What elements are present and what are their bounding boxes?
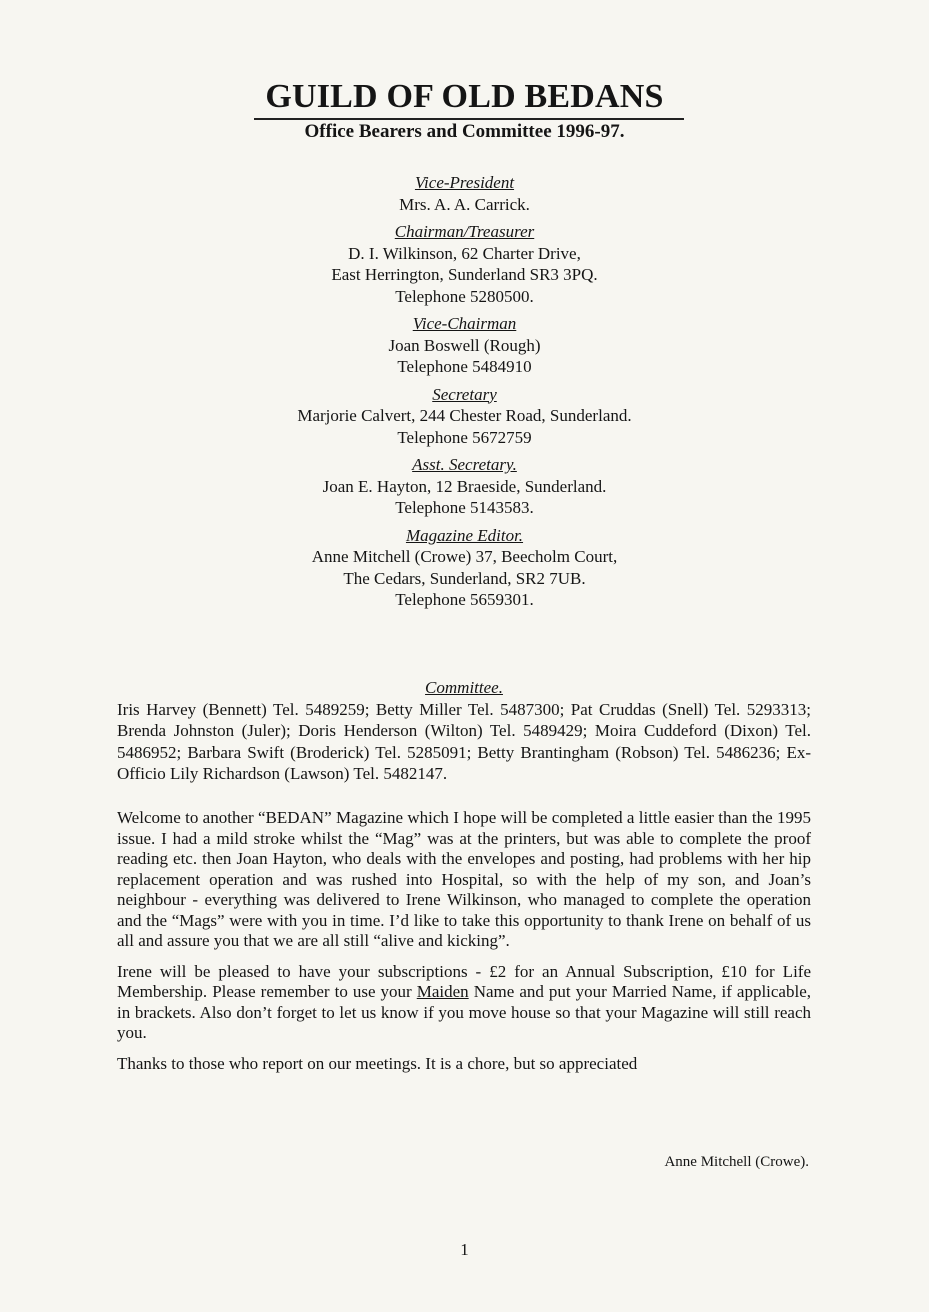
vice-chairman-block <box>0 313 929 378</box>
magazine-editor-address-line2: The Cedars, Sunderland, SR2 7UB. <box>343 568 586 588</box>
asst-secretary-phone: Telephone 5143583. <box>395 498 534 517</box>
chairman-role: Chairman/Treasurer <box>394 222 535 241</box>
letter-paragraph-2-start: Irene will be pleased to have your subscriptions - £2 for an Annual Subscription, £10 for Life Membership. Please remember to use your <box>117 961 811 1001</box>
letter-paragraph-3: Thanks to those who report on our meetings. It is a chore, but so appreciated <box>117 1053 638 1073</box>
letter-paragraph-2 <box>117 962 811 1044</box>
secretary-address: Marjorie Calvert, 244 Chester Road, Sunderland. <box>297 406 632 425</box>
committee-members: Iris Harvey (Bennett) Tel. 5489259; Betty Miller Tel. 5487300; Pat Cruddas (Snell) Tel. 5293313; Brenda Johnston (Juler); Doris Henderson (Wilton) Tel. 5489429; Moira Cuddeford (Dixon) Tel. 5486952; Barbara Swift (Broderick) Tel. 5285091; Betty Brantingham (Robson) Tel. 5486236; Ex-Officio Lily Richardson (Lawson) Tel. 5482147. <box>117 699 811 783</box>
committee-section <box>117 677 811 785</box>
committee-heading: Committee. <box>425 678 503 697</box>
vice-chairman-role: Vice-Chairman <box>412 314 517 333</box>
maiden-underlined: Maiden <box>416 982 469 1001</box>
title-rule <box>254 118 684 120</box>
magazine-editor-address-line1: Anne Mitchell (Crowe) 37, Beecholm Court, <box>311 547 618 566</box>
editor-signature: Anne Mitchell (Crowe). <box>664 1154 809 1170</box>
asst-secretary-address: Joan E. Hayton, 12 Braeside, Sunderland. <box>322 476 607 496</box>
vice-president-name: Mrs. A. A. Carrick. <box>399 194 530 214</box>
editor-letter <box>117 808 811 1084</box>
page-subtitle: Office Bearers and Committee 1996-97. <box>304 121 625 142</box>
chairman-address-line1: D. I. Wilkinson, 62 Charter Drive, <box>348 243 581 263</box>
secretary-block <box>0 384 929 449</box>
vice-president-role: Vice-President <box>414 173 515 192</box>
asst-secretary-role: Asst. Secretary. <box>412 455 517 474</box>
chairman-address-line2: East Herrington, Sunderland SR3 3PQ. <box>331 265 598 284</box>
letter-paragraph-1: Welcome to another “BEDAN” Magazine which I hope will be completed a little easier than the 1995 issue. I had a mild stroke whilst the “Mag” was at the printers, but was able to complete the proof reading etc. then Joan Hayton, who deals with the envelopes and posting, had problems with her hip replacement operation and was rushed into Hospital, so with the help of my son, and Joan’s neighbour - everything was delivered to Irene Wilkinson, who managed to complete the operation and the “Mags” were with you in time. I’d like to take this opportunity to thank Irene on behalf of us all and assure you that we are all still “alive and kicking”. <box>117 808 811 950</box>
letter-paragraph-2-end: Name and put your Married Name, if applicable, in brackets. Also don’t forget to let us know if you move house so that your Magazine will still reach you. <box>117 982 811 1042</box>
secretary-phone: Telephone 5672759 <box>397 427 532 447</box>
vice-chairman-phone: Telephone 5484910 <box>397 357 532 376</box>
vice-president-block <box>0 172 929 215</box>
asst-secretary-block <box>0 454 929 519</box>
secretary-role: Secretary <box>432 384 497 404</box>
chairman-block <box>0 221 929 307</box>
magazine-editor-role: Magazine Editor. <box>405 525 524 545</box>
chairman-phone: Telephone 5280500. <box>395 286 534 306</box>
magazine-editor-phone: Telephone 5659301. <box>395 590 534 609</box>
officers-list <box>0 172 929 617</box>
vice-chairman-name: Joan Boswell (Rough) <box>388 335 541 355</box>
magazine-editor-block <box>0 525 929 611</box>
page-title: GUILD OF OLD BEDANS <box>265 78 664 115</box>
page-number: 1 <box>460 1240 469 1259</box>
